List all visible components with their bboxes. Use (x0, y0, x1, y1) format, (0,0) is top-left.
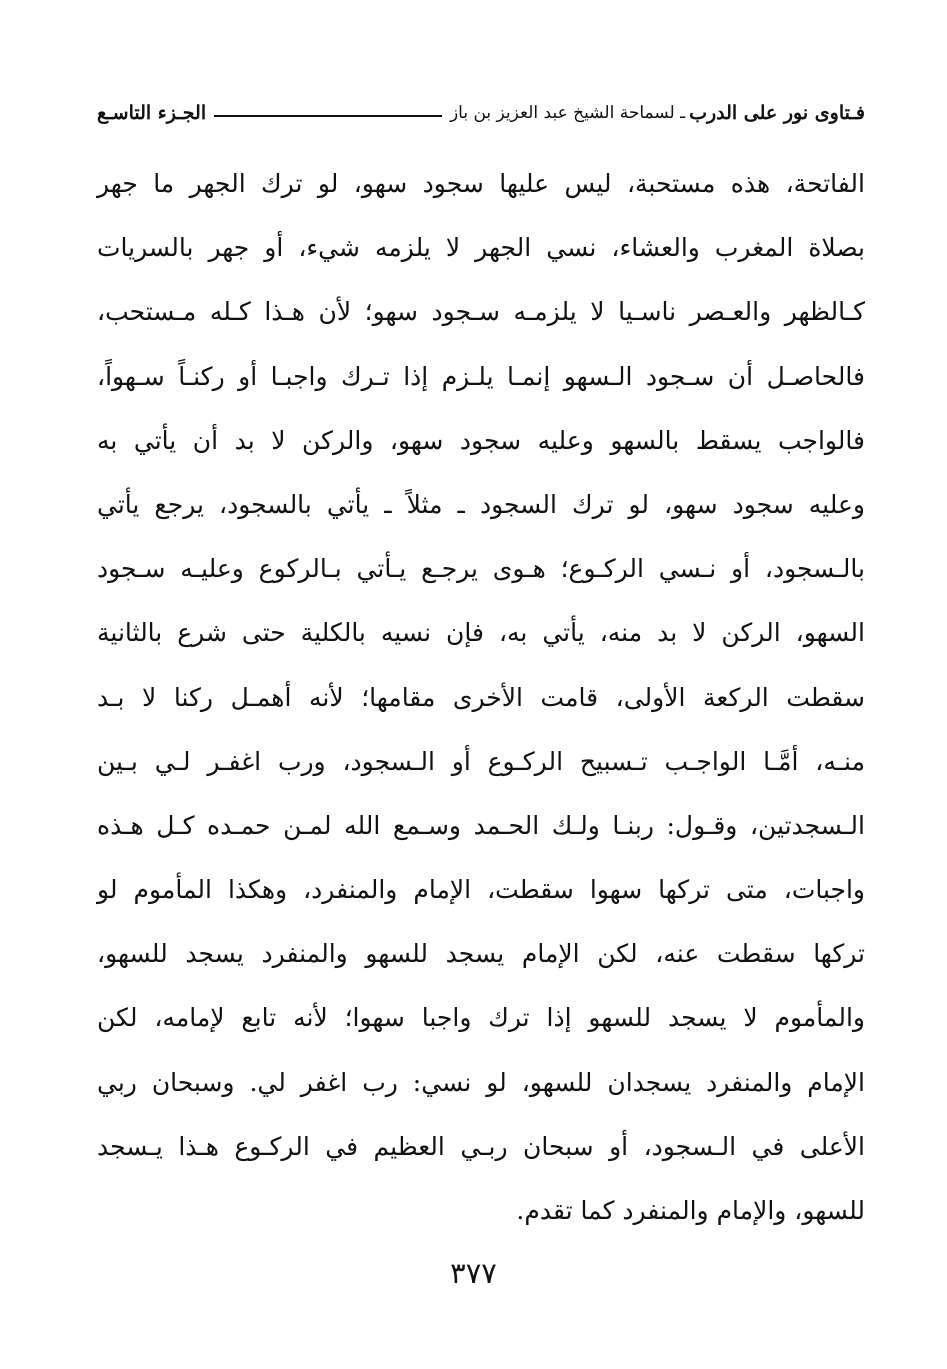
text-line: الفاتحة، هذه مستحبة، ليس عليها سجود سهو، لو ترك الجهر ما جهر (97, 169, 865, 198)
text-line: سقطت الركعة الأولى، قامت الأخرى مقامها؛ لأنه أهمـل ركنا لا بـد (97, 682, 865, 712)
header-rule (214, 115, 442, 117)
text-line: فالحاصـل أن سـجود الـسهو إنمـا يلـزم إذا تـرك واجبـا أو ركنـاً سـهواً، (97, 361, 865, 391)
text-line: واجبات، متى تركها سهوا سقطت، الإمام والمنفرد، وهكذا المأموم لو (97, 875, 865, 905)
text-line: للسهو، والإمام والمنفرد كما تقدم. (516, 1196, 865, 1225)
text-line: الأعلى في الـسجود، أو سبحان ربـي العظيم في الركـوع هـذا يـسجد (97, 1131, 865, 1161)
text-line: كـالظهر والعـصر ناسـيا لا يلزمـه سـجود سهو؛ لأن هـذا كـله مـستحب، (97, 297, 865, 327)
text-line: الإمام والمنفرد يسجدان للسهو، لو نسي: رب اغفر لي. وسبحان ربي (97, 1067, 865, 1097)
text-line: بصلاة المغرب والعشاء، نسي الجهر لا يلزمه شيء، أو جهر بالسريات (97, 233, 865, 263)
text-line: فالواجب يسقط بالسهو وعليه سجود سهو، والركن لا بد أن يأتي به (97, 425, 865, 455)
running-header (97, 94, 865, 132)
header-author: ـ لسماحة الشيخ عبد العزيز بن باز (449, 103, 686, 123)
header-title-group (450, 102, 865, 124)
text-line: السهو، الركن لا بد منه، يأتي به، فإن نسيه بالكلية حتى شرع بالثانية (97, 618, 865, 648)
text-line: الـسجدتين، وقـول: ربنـا ولـك الحـمد وسـمع الله لمـن حمـده كـل هـذه (97, 810, 865, 840)
page-number: ٣٧٧ (450, 1256, 497, 1290)
text-line: تركها سقطت عنه، لكن الإمام يسجد للسهو والمنفرد يسجد للسهو، (97, 939, 865, 969)
text-line: وعليه سجود سهو، لو ترك السجود ـ مثلاً ـ يأتي بالسجود، يرجع يأتي (97, 489, 865, 519)
body-text (97, 152, 865, 1243)
text-line: بالـسجود، أو نـسي الركـوع؛ هـوى يرجـع يـأتي بـالركوع وعليـه سـجود (97, 554, 865, 584)
text-line: منـه، أمَّـا الواجـب تـسبيح الركـوع أو الـسجود، ورب اغفـر لـي بـين (97, 746, 865, 776)
header-volume: الجـزء التاسـع (97, 102, 207, 124)
header-book-title: فـتاوى نور على الدرب (689, 102, 865, 124)
text-line: والمأموم لا يسجد للسهو إذا ترك واجبا سهوا؛ لأنه تابع لإمامه، لكن (97, 1003, 865, 1033)
